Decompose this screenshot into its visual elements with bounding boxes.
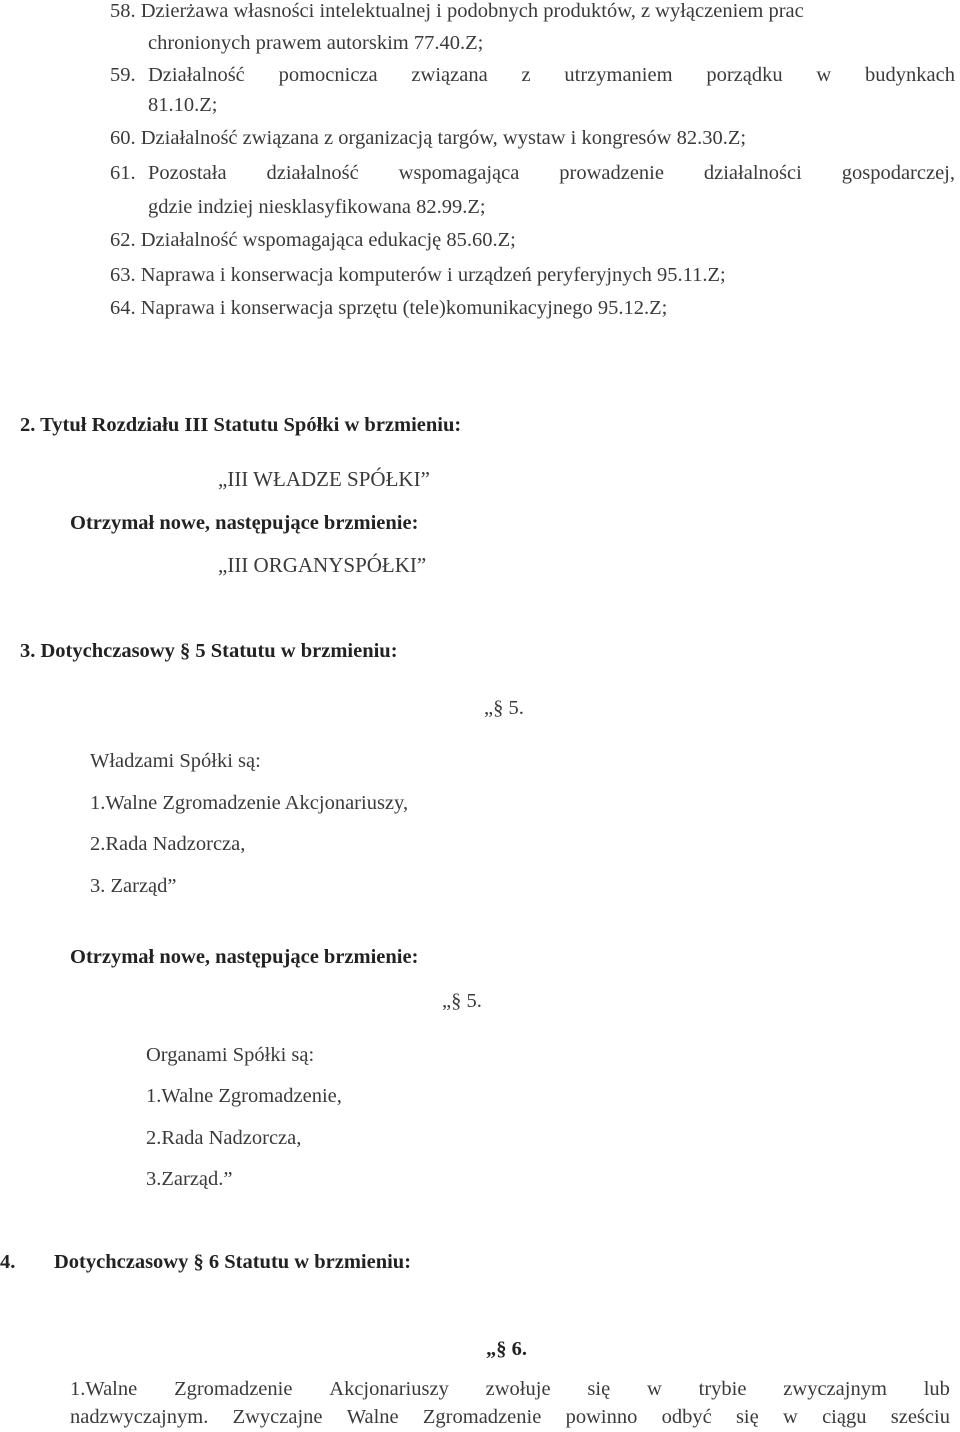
section-3-new-heading: Otrzymał nowe, następujące brzmienie: (70, 946, 419, 968)
section-4-text-line-2 (70, 1404, 950, 1430)
paragraph-6-number: „§ 6. (486, 1338, 527, 1360)
word: Zwyczajne (232, 1406, 323, 1428)
list-item-number: 59. (110, 64, 136, 86)
old-paragraph-item-3: 3. Zarząd” (90, 875, 177, 897)
word: Walne (346, 1406, 399, 1428)
word: 1.Walne (70, 1378, 138, 1400)
list-item-59-continued: 81.10.Z; (148, 94, 218, 116)
word: w (647, 1378, 662, 1400)
word: lub (923, 1378, 950, 1400)
section-4-number: 4. (0, 1251, 16, 1273)
list-item-number: 60. (110, 127, 136, 149)
section-4-heading: Dotychczasowy § 6 Statutu w brzmieniu: (54, 1251, 412, 1273)
new-paragraph-item-1: 1.Walne Zgromadzenie, (146, 1085, 342, 1107)
list-item-number: 61. (110, 162, 136, 184)
word: zwyczajnym (783, 1378, 887, 1400)
section-2-new-heading: Otrzymał nowe, następujące brzmienie: (70, 512, 419, 534)
list-item-text: Działalność pomocnicza związana z utrzymaniem porządku w budynkach (148, 64, 955, 86)
list-item-63 (110, 262, 726, 288)
word: ciągu (822, 1406, 867, 1428)
old-chapter-title: „III WŁADZE SPÓŁKI” (218, 467, 430, 491)
word: trybie (698, 1378, 747, 1400)
list-item-text: Działalność związana z organizacją targów, wystaw i kongresów 82.30.Z; (140, 127, 747, 149)
list-item-text: Naprawa i konserwacja komputerów i urządzeń peryferyjnych 95.11.Z; (140, 264, 726, 286)
word: nadzwyczajnym. (70, 1406, 209, 1428)
list-item-60 (110, 125, 746, 151)
list-item-text: Działalność wspomagająca edukację 85.60.Z; (140, 229, 516, 251)
list-item-text: Naprawa i konserwacja sprzętu (tele)komunikacyjnego 95.12.Z; (140, 297, 668, 319)
old-paragraph-item-1: 1.Walne Zgromadzenie Akcjonariuszy, (90, 792, 409, 814)
list-item-61-continued: gdzie indziej niesklasyfikowana 82.99.Z; (148, 196, 486, 218)
section-3-heading: 3. Dotychczasowy § 5 Statutu w brzmieniu: (20, 640, 398, 662)
list-item-number: 58. (110, 0, 136, 22)
word: w (783, 1406, 798, 1428)
list-item-text: Dzierżawa własności intelektualnej i podobnych produktów, z wyłączeniem prac (140, 0, 804, 22)
word: odbyć (661, 1406, 712, 1428)
list-item-64 (110, 295, 667, 321)
old-paragraph-item-2: 2.Rada Nadzorcza, (90, 833, 246, 855)
list-item-number: 63. (110, 264, 136, 286)
list-item-58 (110, 0, 804, 24)
section-4-text-line-1 (70, 1376, 950, 1402)
new-paragraph-item-2: 2.Rada Nadzorcza, (146, 1127, 302, 1149)
list-item-number: 64. (110, 297, 136, 319)
list-item-59 (110, 62, 955, 88)
list-item-58-continued: chronionych prawem autorskim 77.40.Z; (148, 32, 484, 54)
word: się (735, 1406, 759, 1428)
word: się (587, 1378, 611, 1400)
word: sześciu (890, 1406, 950, 1428)
list-item-text: Pozostała działalność wspomagająca prowadzenie działalności gospodarczej, (148, 162, 955, 184)
list-item-number: 62. (110, 229, 136, 251)
old-paragraph-number: „§ 5. (484, 697, 524, 719)
section-2-heading: 2. Tytuł Rozdziału III Statutu Spółki w brzmieniu: (20, 414, 462, 436)
word: Akcjonariuszy (329, 1378, 449, 1400)
list-item-62 (110, 227, 516, 253)
word: Zgromadzenie (422, 1406, 542, 1428)
new-paragraph-intro: Organami Spółki są: (146, 1044, 315, 1066)
word: powinno (565, 1406, 638, 1428)
new-paragraph-item-3: 3.Zarząd.” (146, 1168, 233, 1190)
old-paragraph-intro: Władzami Spółki są: (90, 750, 261, 772)
word: zwołuje (485, 1378, 551, 1400)
word: Zgromadzenie (174, 1378, 293, 1400)
new-chapter-title: „III ORGANYSPÓŁKI” (218, 553, 427, 577)
new-paragraph-number: „§ 5. (442, 990, 482, 1012)
list-item-61 (110, 160, 955, 186)
